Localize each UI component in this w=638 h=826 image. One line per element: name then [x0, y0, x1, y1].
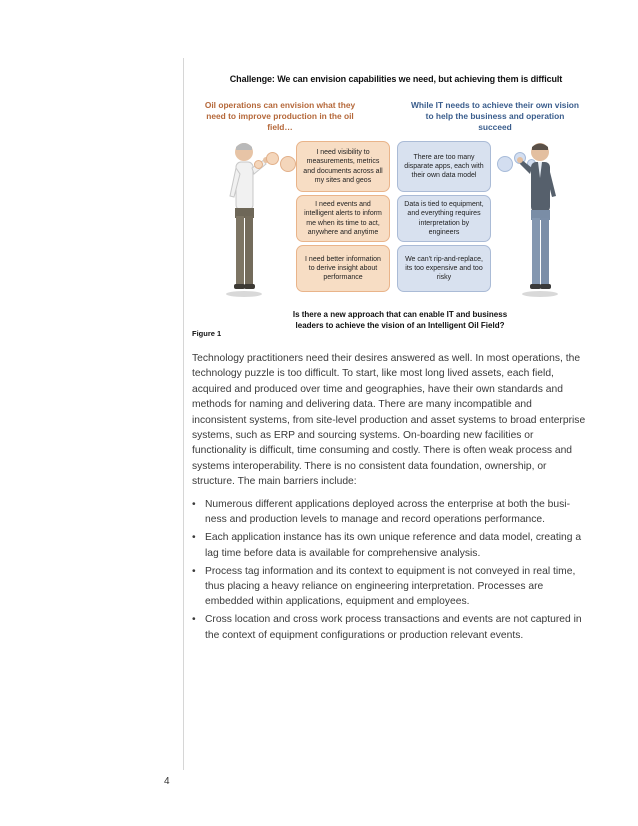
bullet-marker: • [192, 565, 196, 577]
bullet-marker: • [192, 614, 196, 626]
operations-person-illustration [214, 138, 274, 298]
figure-label: Figure 1 [192, 329, 222, 338]
list-item [192, 612, 588, 643]
list-item [192, 530, 588, 561]
thought-dot [266, 152, 279, 165]
page-number: 4 [164, 776, 170, 787]
it-challenge-bubble: Data is tied to equipment, and everything requires interpretation by engineers [397, 195, 491, 242]
list-item-text: Cross location and cross work process transactions and events are not captured in the context of equipment configurations or production relevant events. [205, 614, 582, 641]
figure-left-heading: Oil operations can envision what they need to improve production in the oil field… [204, 100, 356, 132]
barriers-list [192, 497, 588, 646]
it-person-illustration [512, 138, 572, 298]
bullet-marker: • [192, 532, 196, 544]
list-item [192, 497, 588, 528]
it-challenge-bubble: There are too many disparate apps, each with their own data model [397, 141, 491, 192]
figure-question: Is there a new approach that can enable IT and business leaders to achieve the vision of an Intelligent Oil Field? [292, 310, 508, 330]
list-item-text: Process tag information and its context to equipment is not conveyed in real time, thus placing a heavy reliance on engineering interpretation. Processes are embedded within applications, equipment and employees. [205, 565, 576, 608]
body-paragraph: Technology practitioners need their desires answered as well. In most operations, the technology puzzle is too difficult. To start, like most long lived assets, each field, acquired and produced over time and geographies, have their own standards and methods for naming and delivering data. There are many incompatible and inconsistent systems, from site-level production and asset systems to broad enterprise systems, such as ERP and sourcing systems. On-boarding new facilities or functionality is difficult, time consuming and costly. There is often weak process and systems interoperability. There is no consistent data foundation, ownership, or structure. The main barriers include: [192, 353, 586, 488]
list-item-text: Numerous different applications deployed across the enterprise at both the business and production levels to manage and record operations performance. [205, 499, 571, 526]
list-item-text: Each application instance has its own unique reference and data model, creating a lag time before data is available for comprehensive analysis. [205, 532, 582, 559]
thought-dot [254, 160, 263, 169]
figure-title: Challenge: We can envision capabilities we need, but achieving them is difficult [229, 74, 563, 84]
operations-need-bubble: I need events and intelligent alerts to inform me when its time to act, anywhere and anytime [296, 195, 390, 242]
margin-rule [183, 58, 184, 770]
thought-dot [280, 156, 296, 172]
operations-need-bubble: I need visibility to measurements, metrics and documents across all my sites and geos [296, 141, 390, 192]
bullet-marker: • [192, 499, 196, 510]
list-item [192, 564, 588, 610]
figure-right-heading: While IT needs to achieve their own vision to help the business and operation succeed [411, 100, 579, 132]
it-challenge-bubble: We can't rip-and-replace, its too expensive and too risky [397, 245, 491, 292]
operations-need-bubble: I need better information to derive insight about performance [296, 245, 390, 292]
thought-dot [497, 156, 513, 172]
